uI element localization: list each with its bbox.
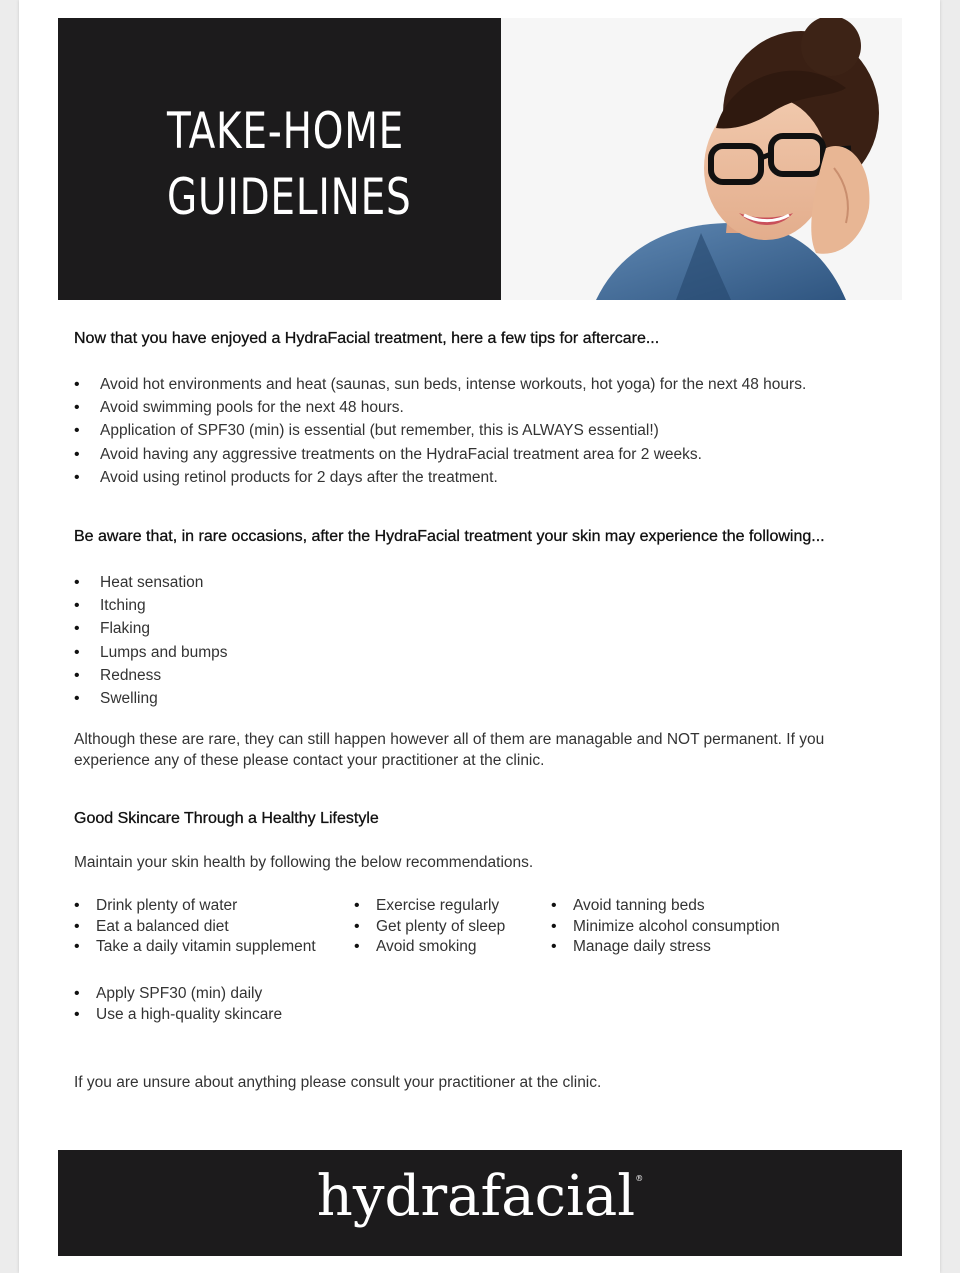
list-item: • Avoid hot environments and heat (saunas, sun beds, intense workouts, hot yoga) for the next 48 hours. [74, 373, 806, 396]
list-item: • Use a high-quality skincare [74, 1005, 282, 1026]
title-panel [58, 18, 501, 300]
lifestyle-column-2 [354, 896, 505, 958]
brand-wordmark: hydrafacial [316, 1164, 636, 1229]
title-line-1: TAKE-HOME [167, 102, 405, 160]
list-item: • Minimize alcohol consumption [551, 917, 780, 938]
list-item: • Eat a balanced diet [74, 917, 316, 938]
side-effects-note: Although these are rare, they can still happen however all of them are managable and NOT permanent. If you experience any of these please contact your practitioner at the clinic. [74, 731, 825, 769]
list-item: • Avoid swimming pools for the next 48 hours. [74, 396, 806, 419]
list-item: • Manage daily stress [551, 937, 780, 958]
list-item: • Flaking [74, 617, 228, 640]
list-item: • Avoid using retinol products for 2 days after the treatment. [74, 466, 806, 489]
list-item: • Exercise regularly [354, 896, 505, 917]
list-item: • Apply SPF30 (min) daily [74, 984, 282, 1005]
closing-note: If you are unsure about anything please consult your practitioner at the clinic. [74, 1074, 602, 1091]
footer-banner [58, 1150, 902, 1256]
side-effects-heading: Be aware that, in rare occasions, after the HydraFacial treatment your skin may experience the following... [74, 528, 825, 545]
list-item: • Drink plenty of water [74, 896, 316, 917]
woman-illustration [501, 18, 902, 300]
list-item: • Application of SPF30 (min) is essential (but remember, this is ALWAYS essential!) [74, 419, 806, 442]
title-line-2: GUIDELINES [167, 168, 412, 226]
lifestyle-column-1 [74, 896, 316, 958]
guidelines-page [19, 0, 940, 1273]
lifestyle-heading: Good Skincare Through a Healthy Lifestyle [74, 810, 379, 827]
page-title [167, 98, 412, 230]
lifestyle-intro: Maintain your skin health by following the below recommendations. [74, 854, 534, 871]
list-item: • Avoid having any aggressive treatments on the HydraFacial treatment area for 2 weeks. [74, 443, 806, 466]
list-item: • Redness [74, 664, 228, 687]
registered-mark: ® [635, 1174, 644, 1183]
list-item: • Avoid tanning beds [551, 896, 780, 917]
aftercare-heading: Now that you have enjoyed a HydraFacial treatment, here a few tips for aftercare... [74, 330, 660, 347]
list-item: • Avoid smoking [354, 937, 505, 958]
brand-logo [58, 1164, 902, 1229]
lifestyle-column-3 [551, 896, 780, 958]
list-item: • Get plenty of sleep [354, 917, 505, 938]
list-item: • Take a daily vitamin supplement [74, 937, 316, 958]
list-item: • Lumps and bumps [74, 641, 228, 664]
hero-banner [58, 18, 902, 300]
side-effects-list [74, 571, 228, 710]
lifestyle-extra-list [74, 984, 282, 1025]
list-item: • Swelling [74, 687, 228, 710]
list-item: • Itching [74, 594, 228, 617]
aftercare-list [74, 373, 806, 489]
list-item: • Heat sensation [74, 571, 228, 594]
woman-photo [501, 18, 902, 300]
